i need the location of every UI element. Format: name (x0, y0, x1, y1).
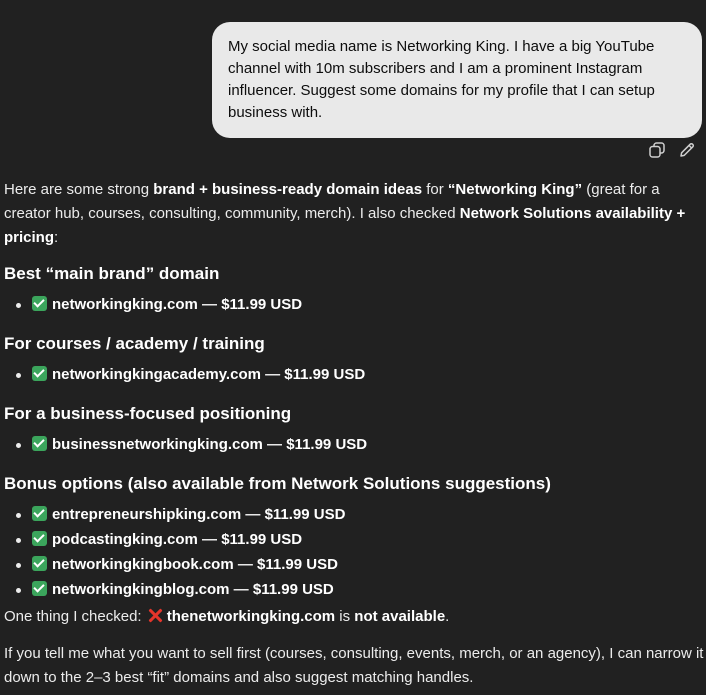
intro-bold: Network Solutions availability + pricing (4, 205, 686, 246)
assistant-message (4, 178, 704, 690)
domain-list-item (4, 293, 704, 317)
domain-list-main-brand (4, 293, 704, 317)
domain-list-item (4, 503, 704, 527)
domain-list-business (4, 433, 704, 457)
domain-price: $11.99 USD (264, 506, 346, 523)
availability-status: not available (354, 608, 446, 625)
domain-price: $11.99 USD (221, 531, 303, 548)
domain-name: networkingkingbook.com (52, 556, 234, 573)
domain-list-item (4, 578, 704, 602)
check-mark-icon (32, 531, 47, 546)
separator: — (197, 296, 222, 313)
domain-list-item (4, 553, 704, 577)
closing-paragraph: If you tell me what you want to sell first (courses, consulting, events, merch, or an agency), I can narrow it down to the 2–3 best “fit” domains and also suggest matching handles. (4, 645, 704, 686)
intro-bold: “Networking King” (447, 181, 583, 198)
cross-mark-icon (148, 608, 163, 623)
intro-text: Here are some strong (4, 181, 154, 198)
user-message-bubble (212, 22, 702, 138)
check-mark-icon (32, 506, 47, 521)
message-actions (648, 141, 696, 159)
domain-price: $11.99 USD (286, 436, 368, 453)
note-text: is (335, 608, 355, 625)
domain-name: podcastingking.com (52, 531, 198, 548)
section-heading-main-brand: Best “main brand” domain (4, 264, 220, 283)
separator: — (260, 366, 285, 383)
intro-paragraph (4, 178, 704, 250)
check-mark-icon (32, 436, 47, 451)
pencil-icon[interactable] (678, 141, 696, 159)
separator: — (197, 531, 222, 548)
section-heading-courses: For courses / academy / training (4, 334, 265, 353)
section-heading-bonus: Bonus options (also available from Network Solutions suggestions) (4, 474, 551, 493)
domain-name: networkingkingacademy.com (52, 366, 261, 383)
separator: — (229, 581, 253, 598)
note-text: . (445, 608, 450, 625)
note-text: One thing I checked: (4, 608, 146, 625)
domain-list-courses (4, 363, 704, 387)
domain-name: networkingking.com (52, 296, 198, 313)
copy-icon[interactable] (648, 141, 666, 159)
intro-text: (great for a creator hub, courses, consulting, community, merch). I also checked (4, 181, 660, 222)
domain-list-item (4, 433, 704, 457)
domain-list-item (4, 528, 704, 552)
user-message-text: My social media name is Networking King. I have a big YouTube channel with 10m subscribers and I am a prominent Instagram influencer. Suggest some domains for my profile that I can setup business with. (228, 38, 655, 121)
intro-bold: brand + business-ready domain ideas (153, 181, 423, 198)
check-mark-icon (32, 366, 47, 381)
domain-name: networkingkingblog.com (52, 581, 230, 598)
domain-price: $11.99 USD (252, 581, 334, 598)
domain-name: businessnetworkingking.com (52, 436, 263, 453)
intro-text: for (422, 181, 448, 198)
domain-list-bonus (4, 503, 704, 602)
domain-price: $11.99 USD (221, 296, 303, 313)
domain-list-item (4, 363, 704, 387)
separator: — (241, 506, 265, 523)
unavailable-domain: thenetworkingking.com (166, 608, 336, 625)
domain-name: entrepreneurshipking.com (52, 506, 242, 523)
check-mark-icon (32, 581, 47, 596)
separator: — (233, 556, 258, 573)
separator: — (262, 436, 287, 453)
unavailable-note (4, 605, 704, 629)
check-mark-icon (32, 556, 47, 571)
intro-text: : (54, 229, 59, 246)
check-mark-icon (32, 296, 47, 311)
domain-price: $11.99 USD (284, 366, 366, 383)
domain-price: $11.99 USD (257, 556, 338, 573)
section-heading-business: For a business-focused positioning (4, 404, 292, 423)
